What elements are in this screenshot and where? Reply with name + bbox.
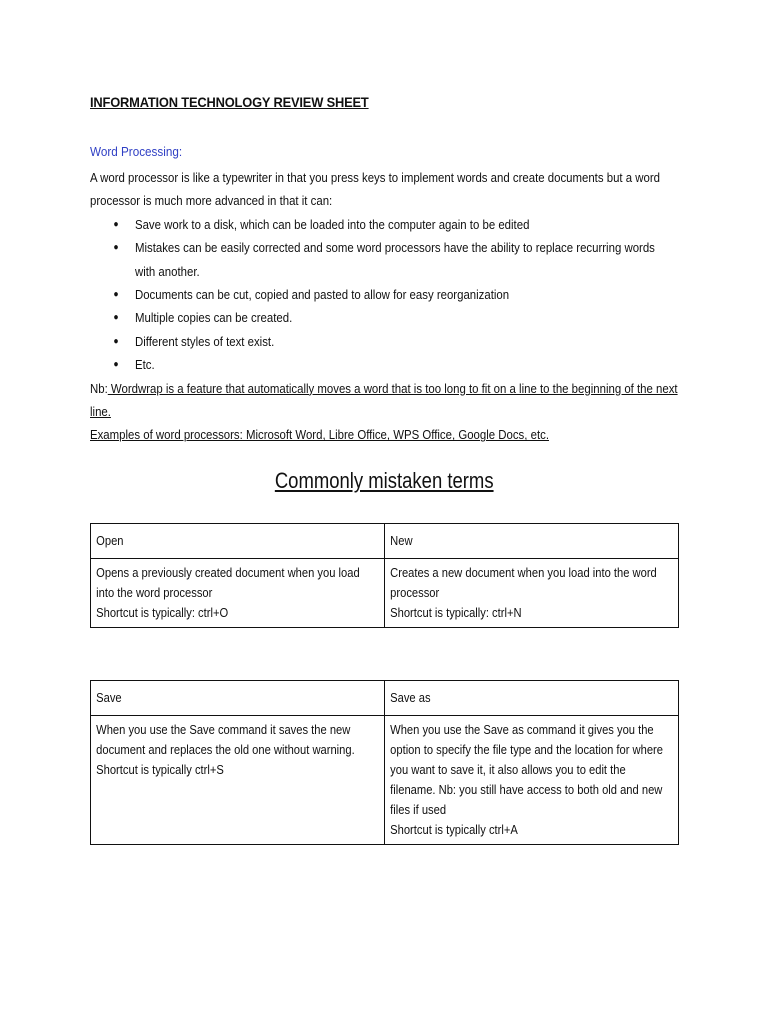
list-item: ● Save work to a disk, which can be loaded into the computer again to be edited (90, 213, 678, 236)
cell-line: Shortcut is typically: ctrl+O (96, 605, 229, 620)
table-row (91, 716, 679, 845)
capabilities-list (90, 213, 678, 377)
table-cell (91, 559, 385, 628)
cell-line: Shortcut is typically ctrl+S (96, 762, 224, 777)
list-item: ● Documents can be cut, copied and pasted to allow for easy reorganization (90, 283, 678, 306)
cell-line: Opens a previously created document when you load into the word processor (96, 565, 360, 600)
terms-heading-text: Commonly mistaken terms (274, 468, 494, 493)
table-header-cell: Open (91, 524, 385, 559)
cell-line: Creates a new document when you load into the word processor (390, 565, 657, 600)
table-header-cell: Save (91, 681, 385, 716)
examples-line: Examples of word processors: Microsoft Word, Libre Office, WPS Office, Google Docs, etc. (90, 427, 549, 443)
note-prefix: Nb: (90, 380, 108, 396)
cell-line: When you use the Save as command it gives you the option to specify the file type and the location for where you want to save it, it also allows you to edit the filename. Nb: you still have access to both old and new files if used (390, 722, 663, 817)
table-cell (91, 716, 385, 845)
list-item: ● Mistakes can be easily corrected and some word processors have the ability to replace recurring words with another. (90, 236, 678, 283)
list-item: ● Different styles of text exist. (90, 330, 678, 353)
cell-line: Shortcut is typically ctrl+A (390, 822, 518, 837)
table-header-cell: New (385, 524, 679, 559)
list-item: ● Etc. (90, 353, 678, 376)
note-text: Wordwrap is a feature that automatically moves a word that is too long to fit on a line to the beginning of the next line. (90, 380, 678, 420)
save-saveas-table (90, 680, 679, 845)
table-header-cell: Save as (385, 681, 679, 716)
table-header-row (91, 524, 679, 559)
terms-heading (0, 468, 768, 494)
wordwrap-note (90, 377, 678, 424)
word-processing-body (90, 166, 678, 447)
cell-line: When you use the Save command it saves the new document and replaces the old one without warning. (96, 722, 355, 757)
section-heading-word-processing: Word Processing: (90, 144, 183, 159)
open-new-table (90, 523, 679, 628)
intro-paragraph: A word processor is like a typewriter in that you press keys to implement words and create documents but a word processor is much more advanced in that it can: (90, 170, 660, 209)
cell-line: Shortcut is typically: ctrl+N (390, 605, 522, 620)
table-row (91, 559, 679, 628)
table-cell (385, 716, 679, 845)
table-header-row (91, 681, 679, 716)
list-item: ● Multiple copies can be created. (90, 306, 678, 329)
table-cell (385, 559, 679, 628)
document-title: INFORMATION TECHNOLOGY REVIEW SHEET (90, 94, 369, 110)
